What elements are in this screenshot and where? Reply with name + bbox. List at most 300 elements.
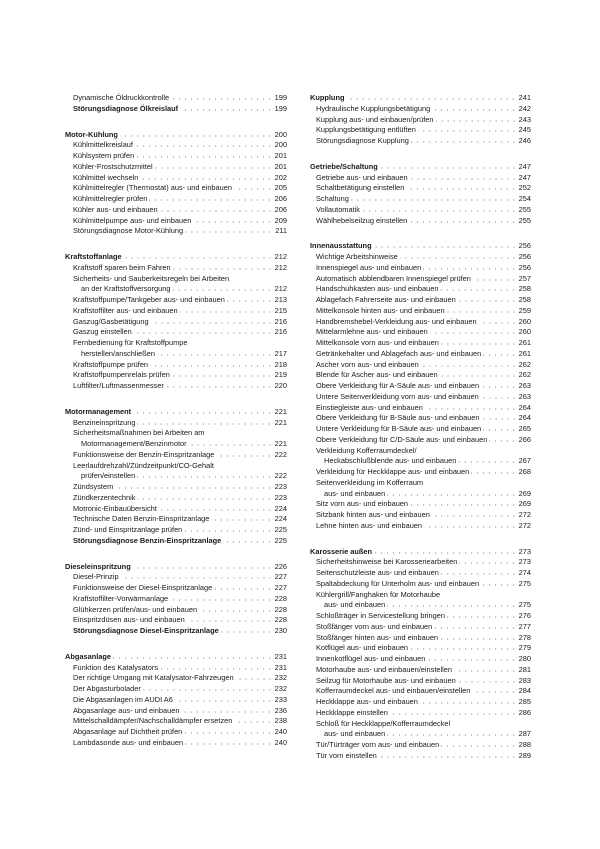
toc-entry[interactable]: [65, 194, 287, 205]
dot-leader: [143, 685, 273, 691]
page-number: 219: [274, 370, 287, 380]
page-number: 212: [274, 284, 287, 294]
toc-entry[interactable]: [65, 370, 287, 381]
entry-title: Mittelkonsole vorn aus- und einbauen: [316, 338, 439, 347]
toc-entry[interactable]: [310, 317, 531, 328]
dot-leader: [387, 490, 516, 496]
toc-entry[interactable]: [310, 263, 531, 274]
toc-entry[interactable]: [65, 306, 287, 317]
toc-entry[interactable]: [310, 216, 531, 227]
toc-entry[interactable]: [65, 471, 287, 482]
entry-title: Obere Verkleidung für A-Säule aus- und einbauen: [316, 381, 480, 390]
entry-title: Gaszug/Gasbetätigung: [73, 316, 149, 326]
page-number: 275: [518, 578, 531, 588]
dot-leader: [483, 350, 516, 356]
page-number: 206: [274, 204, 287, 214]
toc-entry[interactable]: [65, 226, 287, 237]
page-number: 240: [274, 727, 287, 736]
toc-entry[interactable]: [65, 274, 287, 285]
toc-section: [310, 241, 531, 531]
toc-section: [65, 130, 287, 238]
dot-leader: [458, 296, 517, 302]
toc-entry[interactable]: [310, 521, 531, 532]
entry-title: Verkleidung für Heckklappe aus- und einbauen: [316, 467, 470, 476]
entry-title: Kraftstoffpumpenrelais prüfen: [73, 370, 170, 380]
dot-leader: [136, 152, 272, 158]
entry-title: Seitenschutzleiste aus- und einbauen: [316, 568, 439, 577]
dot-leader: [133, 563, 273, 569]
section-heading[interactable]: [65, 252, 287, 263]
page-number: 238: [274, 716, 287, 726]
toc-entry[interactable]: [310, 252, 531, 263]
entry-title: Untere Verkleidung für B-Säule aus- und einbauen: [316, 424, 482, 433]
toc-entry[interactable]: [310, 194, 531, 205]
page-number: 276: [518, 611, 531, 620]
page-number: 256: [518, 262, 531, 272]
toc-entry[interactable]: [310, 557, 531, 568]
toc-column-left: [65, 93, 287, 749]
dot-leader: [184, 728, 272, 734]
entry-title: Abgasanlage aus- und einbauen: [73, 705, 180, 715]
dot-leader: [185, 739, 273, 745]
page-number: 279: [518, 643, 531, 653]
toc-entry[interactable]: [310, 467, 531, 478]
dot-leader: [171, 94, 273, 100]
toc-section: [65, 93, 287, 115]
toc-entry[interactable]: [65, 93, 287, 104]
entry-title: Getränkehalter und Ablagefach aus- und einbauen: [316, 348, 482, 358]
toc-entry[interactable]: [65, 216, 287, 227]
page-number: 224: [274, 503, 287, 513]
entry-title: Obere Verkleidung für B-Säule aus- und einbauen: [316, 413, 480, 423]
toc-entry[interactable]: [310, 719, 531, 730]
toc-entry[interactable]: [310, 338, 531, 349]
dot-leader: [180, 105, 273, 111]
page-number: 256: [518, 241, 531, 251]
dot-leader: [411, 137, 517, 143]
toc-entry[interactable]: [65, 381, 287, 392]
page-number: 258: [518, 295, 531, 304]
toc-entry[interactable]: [65, 615, 287, 626]
section-heading[interactable]: [310, 241, 531, 252]
toc-entry[interactable]: [65, 525, 287, 536]
toc-entry[interactable]: [65, 482, 287, 493]
dot-leader: [458, 677, 517, 683]
toc-entry[interactable]: [65, 360, 287, 371]
toc-section: [65, 252, 287, 392]
page-number: 233: [274, 694, 287, 704]
entry-title: Heckklappe aus- und einbauen: [316, 697, 418, 706]
entry-title: Lehne hinten aus- und einbauen: [316, 520, 423, 530]
toc-entry[interactable]: [65, 317, 287, 328]
dot-leader: [434, 623, 516, 629]
toc-entry[interactable]: [310, 622, 531, 633]
toc-entry[interactable]: [310, 136, 531, 147]
toc-entry[interactable]: [65, 284, 287, 295]
entry-title: Funktionsweise der Benzin-Einspritzanlage: [73, 449, 215, 459]
toc-entry[interactable]: [310, 274, 531, 285]
page-number: 261: [518, 338, 531, 347]
dot-leader: [134, 328, 273, 334]
toc-entry[interactable]: [65, 684, 287, 695]
page-number: 264: [518, 413, 531, 423]
toc-entry[interactable]: [65, 583, 287, 594]
toc-entry[interactable]: [65, 572, 287, 583]
section-title: Kraftstoffanlage: [65, 252, 122, 261]
entry-title: Kühlergrill/Fanghaken für Motorhaube: [316, 589, 441, 599]
toc-entry[interactable]: [310, 403, 531, 414]
dot-leader: [473, 275, 517, 281]
dot-leader: [137, 494, 272, 500]
toc-entry[interactable]: [65, 428, 287, 439]
page-number: 254: [518, 194, 531, 203]
toc-entry[interactable]: [310, 183, 531, 194]
dot-leader: [172, 371, 273, 377]
entry-title: herstellen/anschließen: [81, 348, 155, 358]
toc-entry[interactable]: [310, 579, 531, 590]
toc-entry[interactable]: [310, 446, 531, 457]
dot-leader: [121, 573, 273, 579]
entry-title: Störungsdiagnose Benzin-Einspritzanlage: [73, 535, 222, 545]
toc-entry[interactable]: [310, 751, 531, 762]
toc-section: [65, 562, 287, 637]
entry-title: Kühlmittelkreislauf: [73, 140, 133, 150]
page-number: 232: [274, 684, 287, 693]
toc-entry[interactable]: [310, 104, 531, 115]
page-number: 278: [518, 632, 531, 642]
dot-leader: [157, 350, 273, 356]
toc-entry[interactable]: [65, 349, 287, 360]
entry-title: Einspritzdüsen aus- und einbauen: [73, 615, 185, 625]
entry-title: Fernbedienung für Kraftstoffpumpe: [73, 338, 188, 347]
entry-title: Kühlmittel wechseln: [73, 172, 139, 182]
toc-entry[interactable]: [65, 663, 287, 674]
toc-entry[interactable]: [310, 205, 531, 216]
dot-leader: [234, 184, 273, 190]
entry-title: Störungsdiagnose Kupplung: [316, 136, 409, 145]
toc-entry[interactable]: [65, 493, 287, 504]
toc-entry[interactable]: [310, 676, 531, 687]
dot-leader: [120, 131, 273, 137]
dot-leader: [346, 94, 516, 100]
entry-title: Kraftstoffilter-Vorwärmanlage: [73, 593, 169, 603]
entry-title: Verkleidung Kofferraumdeckel/: [316, 445, 417, 455]
dot-leader: [160, 206, 273, 212]
section-heading[interactable]: [65, 407, 287, 418]
toc-entry[interactable]: [310, 600, 531, 611]
dot-leader: [221, 627, 273, 633]
toc-entry[interactable]: [65, 295, 287, 306]
toc-entry[interactable]: [310, 654, 531, 665]
page-number: 199: [274, 93, 287, 102]
page-number: 289: [518, 750, 531, 760]
dot-leader: [441, 741, 516, 747]
toc-entry[interactable]: [310, 489, 531, 500]
page-number: 257: [518, 273, 531, 283]
dot-leader: [481, 382, 517, 388]
toc-entry[interactable]: [65, 626, 287, 637]
page-number: 222: [274, 471, 287, 481]
dot-leader: [425, 404, 517, 410]
toc-entry[interactable]: [65, 738, 287, 749]
toc-entry[interactable]: [65, 695, 287, 706]
entry-title: Kühlmittelregler (Thermostat) aus- und einbauen: [73, 183, 232, 193]
toc-entry[interactable]: [65, 338, 287, 349]
dot-leader: [184, 526, 272, 532]
dot-leader: [172, 285, 272, 291]
page-number: 259: [518, 305, 531, 315]
page-number: 273: [518, 557, 531, 567]
toc-entry[interactable]: [310, 295, 531, 306]
entry-title: Schloßträger in Servicestellung bringen: [316, 611, 445, 620]
toc-entry[interactable]: [310, 708, 531, 719]
toc-entry[interactable]: [310, 115, 531, 126]
toc-entry[interactable]: [310, 349, 531, 360]
toc-entry[interactable]: [310, 740, 531, 751]
dot-leader: [351, 195, 517, 201]
toc-entry[interactable]: [65, 327, 287, 338]
dot-leader: [427, 655, 516, 661]
toc-entry[interactable]: [65, 514, 287, 525]
entry-title: Tür vorn einstellen: [316, 750, 377, 760]
dot-leader: [409, 217, 516, 223]
entry-title: Seilzug für Motorhaube aus- und einbauen: [316, 675, 456, 685]
page-number: 243: [518, 114, 531, 124]
toc-entry[interactable]: [65, 205, 287, 216]
entry-title: Die Abgasanlagen im AUDI A6: [73, 694, 173, 704]
page-number: 264: [518, 402, 531, 412]
page-number: 216: [274, 327, 287, 337]
toc-entry[interactable]: [310, 360, 531, 371]
toc-entry[interactable]: [310, 456, 531, 467]
entry-title: Automatisch abblendbaren Innenspiegel prüfen: [316, 273, 471, 283]
toc-entry[interactable]: [65, 263, 287, 274]
page-number: 241: [518, 93, 531, 102]
toc-entry[interactable]: [310, 327, 531, 338]
dot-leader: [175, 696, 273, 702]
dot-leader: [379, 752, 517, 758]
toc-entry[interactable]: [310, 392, 531, 403]
page-number: 212: [274, 262, 287, 272]
section-heading[interactable]: [65, 130, 287, 141]
entry-title: Motronic-Einbauübersicht: [73, 503, 157, 513]
dot-leader: [166, 382, 273, 388]
dot-leader: [236, 674, 273, 680]
toc-entry[interactable]: [310, 697, 531, 708]
toc-entry[interactable]: [310, 611, 531, 622]
page-number: 202: [274, 172, 287, 182]
entry-title: Tür/Türträger vorn aus- und einbauen: [316, 740, 440, 749]
page-number: 212: [274, 252, 287, 261]
dot-leader: [447, 307, 517, 313]
dot-leader: [199, 606, 273, 612]
toc-entry[interactable]: [65, 104, 287, 115]
dot-leader: [441, 569, 517, 575]
toc-entry[interactable]: [65, 461, 287, 472]
toc-entry[interactable]: [310, 510, 531, 521]
page-number: 247: [518, 172, 531, 182]
section-heading[interactable]: [65, 562, 287, 573]
toc-entry[interactable]: [65, 594, 287, 605]
toc-section: [65, 652, 287, 749]
section-title: Innenausstattung: [310, 241, 372, 251]
page-number: 281: [518, 664, 531, 674]
page-number: 218: [274, 359, 287, 369]
entry-title: Funktionsweise der Diesel-Einspritzanlage: [73, 583, 213, 592]
page-number: 223: [274, 482, 287, 491]
toc-entry[interactable]: [310, 499, 531, 510]
dot-leader: [479, 318, 517, 324]
dot-leader: [458, 457, 516, 463]
toc-entry[interactable]: [65, 605, 287, 616]
entry-title: Kühler aus- und einbauen: [73, 204, 158, 214]
dot-leader: [137, 419, 272, 425]
dot-leader: [418, 126, 517, 132]
page-number: 221: [274, 439, 287, 448]
entry-title: Schloß für Heckklappe/Kofferraumdeckel: [316, 718, 451, 728]
toc-entry[interactable]: [65, 140, 287, 151]
page-number: 255: [518, 215, 531, 225]
page-number: 231: [274, 651, 287, 661]
entry-title: Der Abgasturbolader: [73, 684, 141, 693]
entry-title: Sicherheitshinweise bei Karosseriearbeiten: [316, 557, 458, 567]
toc-entry[interactable]: [310, 424, 531, 435]
page-number: 286: [518, 707, 531, 717]
entry-title: Mittelschalldämpfer/Nachschalldämpfer ersetzen: [73, 716, 233, 726]
section-heading[interactable]: [310, 162, 531, 173]
toc-entry[interactable]: [65, 162, 287, 173]
toc-entry[interactable]: [310, 590, 531, 601]
dot-leader: [447, 612, 517, 618]
entry-title: Hydraulische Kupplungsbetätigung: [316, 103, 431, 113]
page-number: 269: [518, 488, 531, 498]
entry-title: Luftfilter/Luftmassenmesser: [73, 381, 164, 390]
toc-entry[interactable]: [310, 381, 531, 392]
entry-title: Kupplung aus- und einbauen/prüfen: [316, 114, 434, 124]
toc-entry[interactable]: [65, 450, 287, 461]
toc-entry[interactable]: [310, 125, 531, 136]
entry-title: Lambdasonde aus- und einbauen: [73, 737, 184, 747]
page-number: 227: [274, 572, 287, 582]
dot-leader: [135, 141, 273, 147]
dot-leader: [380, 163, 517, 169]
page-number: 256: [518, 252, 531, 261]
page-number: 200: [274, 140, 287, 150]
section-heading[interactable]: [310, 547, 531, 558]
toc-entry[interactable]: [65, 439, 287, 450]
entry-title: Kraftstoff sparen beim Fahren: [73, 262, 171, 272]
toc-entry[interactable]: [310, 370, 531, 381]
entry-title: Dynamische Öldruckkontrolle: [73, 93, 170, 102]
toc-entry[interactable]: [310, 435, 531, 446]
page-number: 228: [274, 615, 287, 625]
section-heading[interactable]: [310, 93, 531, 104]
page-number: 209: [274, 215, 287, 225]
page-number: 201: [274, 161, 287, 171]
section-heading[interactable]: [65, 652, 287, 663]
toc-entry[interactable]: [65, 504, 287, 515]
toc-entry[interactable]: [310, 665, 531, 676]
toc-column-right: [310, 93, 531, 762]
toc-entry[interactable]: [310, 729, 531, 740]
section-title: Abgasanlage: [65, 651, 112, 661]
dot-leader: [421, 361, 517, 367]
toc-entry[interactable]: [310, 633, 531, 644]
toc-entry[interactable]: [65, 418, 287, 429]
toc-entry[interactable]: [310, 643, 531, 654]
toc-entry[interactable]: [65, 727, 287, 738]
entry-title: Abgasanlage auf Dichtheit prüfen: [73, 727, 183, 736]
toc-entry[interactable]: [310, 413, 531, 424]
page-number: 225: [274, 535, 287, 545]
dot-leader: [185, 227, 273, 233]
entry-title: Kühlmittelpumpe aus- und einbauen: [73, 215, 192, 225]
entry-title: Sicherheits- und Sauberkeitsregeln bei Arbeiten: [73, 273, 230, 283]
toc-entry[interactable]: [310, 686, 531, 697]
entry-title: Heckklappe einstellen: [316, 707, 388, 717]
toc-entry[interactable]: [310, 568, 531, 579]
page-number: 262: [518, 370, 531, 380]
entry-title: Handschuhkasten aus- und einbauen: [316, 284, 439, 294]
toc-entry[interactable]: [65, 173, 287, 184]
page-number: 283: [518, 675, 531, 685]
page-number: 220: [274, 381, 287, 390]
page-number: 242: [518, 103, 531, 113]
dot-leader: [423, 264, 516, 270]
entry-title: an der Kraftstoffversorgung: [81, 284, 171, 294]
entry-title: aus- und einbauen: [324, 488, 386, 498]
page-number: 228: [274, 604, 287, 614]
toc-entry[interactable]: [65, 673, 287, 684]
toc-entry[interactable]: [65, 706, 287, 717]
entry-title: Kotflügel aus- und einbauen: [316, 643, 409, 653]
toc-entry[interactable]: [310, 284, 531, 295]
dot-leader: [124, 253, 273, 259]
dot-leader: [137, 472, 272, 478]
toc-entry[interactable]: [65, 716, 287, 727]
dot-leader: [223, 537, 272, 543]
dot-leader: [193, 217, 272, 223]
toc-entry[interactable]: [65, 151, 287, 162]
page-number: 272: [518, 510, 531, 519]
page-number: 274: [518, 568, 531, 577]
dot-leader: [441, 339, 517, 345]
entry-title: Sitz vorn aus- und einbauen: [316, 499, 409, 509]
dot-leader: [440, 634, 517, 640]
toc-entry[interactable]: [310, 478, 531, 489]
entry-title: Stoßfänger vorn aus- und einbauen: [316, 621, 433, 631]
dot-leader: [181, 707, 272, 713]
page-number: 263: [518, 381, 531, 390]
dot-leader: [483, 425, 516, 431]
toc-entry[interactable]: [65, 536, 287, 547]
entry-title: Kraftstoffilter aus- und einbauen: [73, 305, 178, 315]
toc-entry[interactable]: [310, 173, 531, 184]
page-number: 269: [518, 499, 531, 509]
page-number: 231: [274, 662, 287, 672]
page-number: 232: [274, 673, 287, 683]
entry-title: Zündsystem: [73, 482, 114, 491]
toc-entry[interactable]: [65, 183, 287, 194]
toc-entry[interactable]: [310, 306, 531, 317]
page-number: 215: [274, 305, 287, 315]
dot-leader: [151, 318, 273, 324]
page-number: 199: [274, 103, 287, 113]
entry-title: Kühlmittelregler prüfen: [73, 194, 148, 203]
dot-leader: [454, 666, 517, 672]
dot-leader: [440, 371, 517, 377]
dot-leader: [471, 468, 516, 474]
